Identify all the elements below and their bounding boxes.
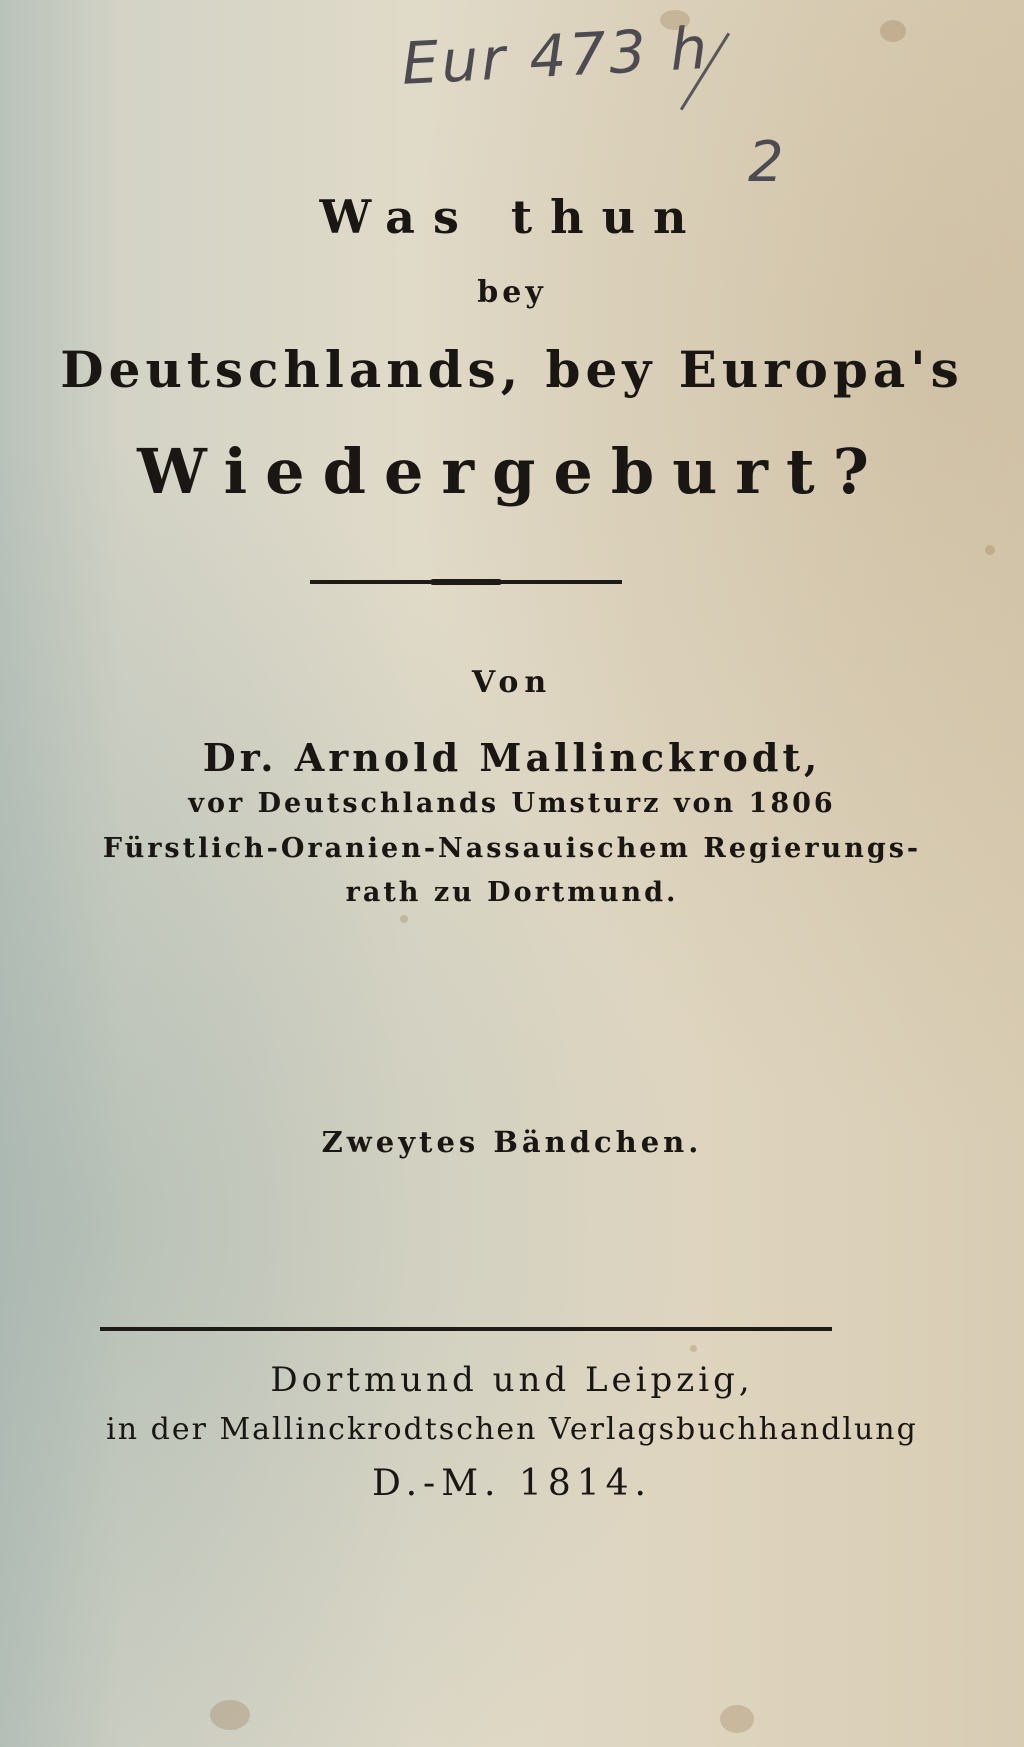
volume-label: Zweytes Bändchen. [321,1125,703,1159]
imprint-date: D.-M. 1814. [372,1463,652,1504]
title-line-3: Deutschlands, bey Europa's [60,340,964,399]
author-role-line-2: Fürstlich-Oranien-Nassauischem Regierungs- [102,833,922,864]
author-role-line-1: vor Deutschlands Umsturz von 1806 [188,788,836,819]
foxing-spot [880,20,906,42]
foxing-spot [720,1705,754,1733]
title-divider [310,580,622,584]
foxing-spot [660,10,690,30]
author-name: Dr. Arnold Mallinckrodt, [202,735,822,780]
imprint-place: Dortmund und Leipzig, [270,1360,754,1400]
foxing-spot [985,545,995,555]
title-line-1: Was thun [319,190,705,244]
imprint-divider [100,1327,832,1331]
shelfmark-volume-number: 2 [748,130,784,195]
title-line-2: bey [477,275,547,310]
title-line-4: Wiedergeburt? [137,435,887,508]
foxing-spot [400,915,408,923]
foxing-spot [210,1700,250,1730]
author-by: Von [471,665,553,700]
imprint-publisher: in der Mallinckrodtschen Verlagsbuchhandlung [106,1412,918,1447]
foxing-spot [690,1345,697,1352]
author-role-line-3: rath zu Dortmund. [345,877,679,908]
shelfmark-handwritten: Eur 473 h [400,13,712,98]
